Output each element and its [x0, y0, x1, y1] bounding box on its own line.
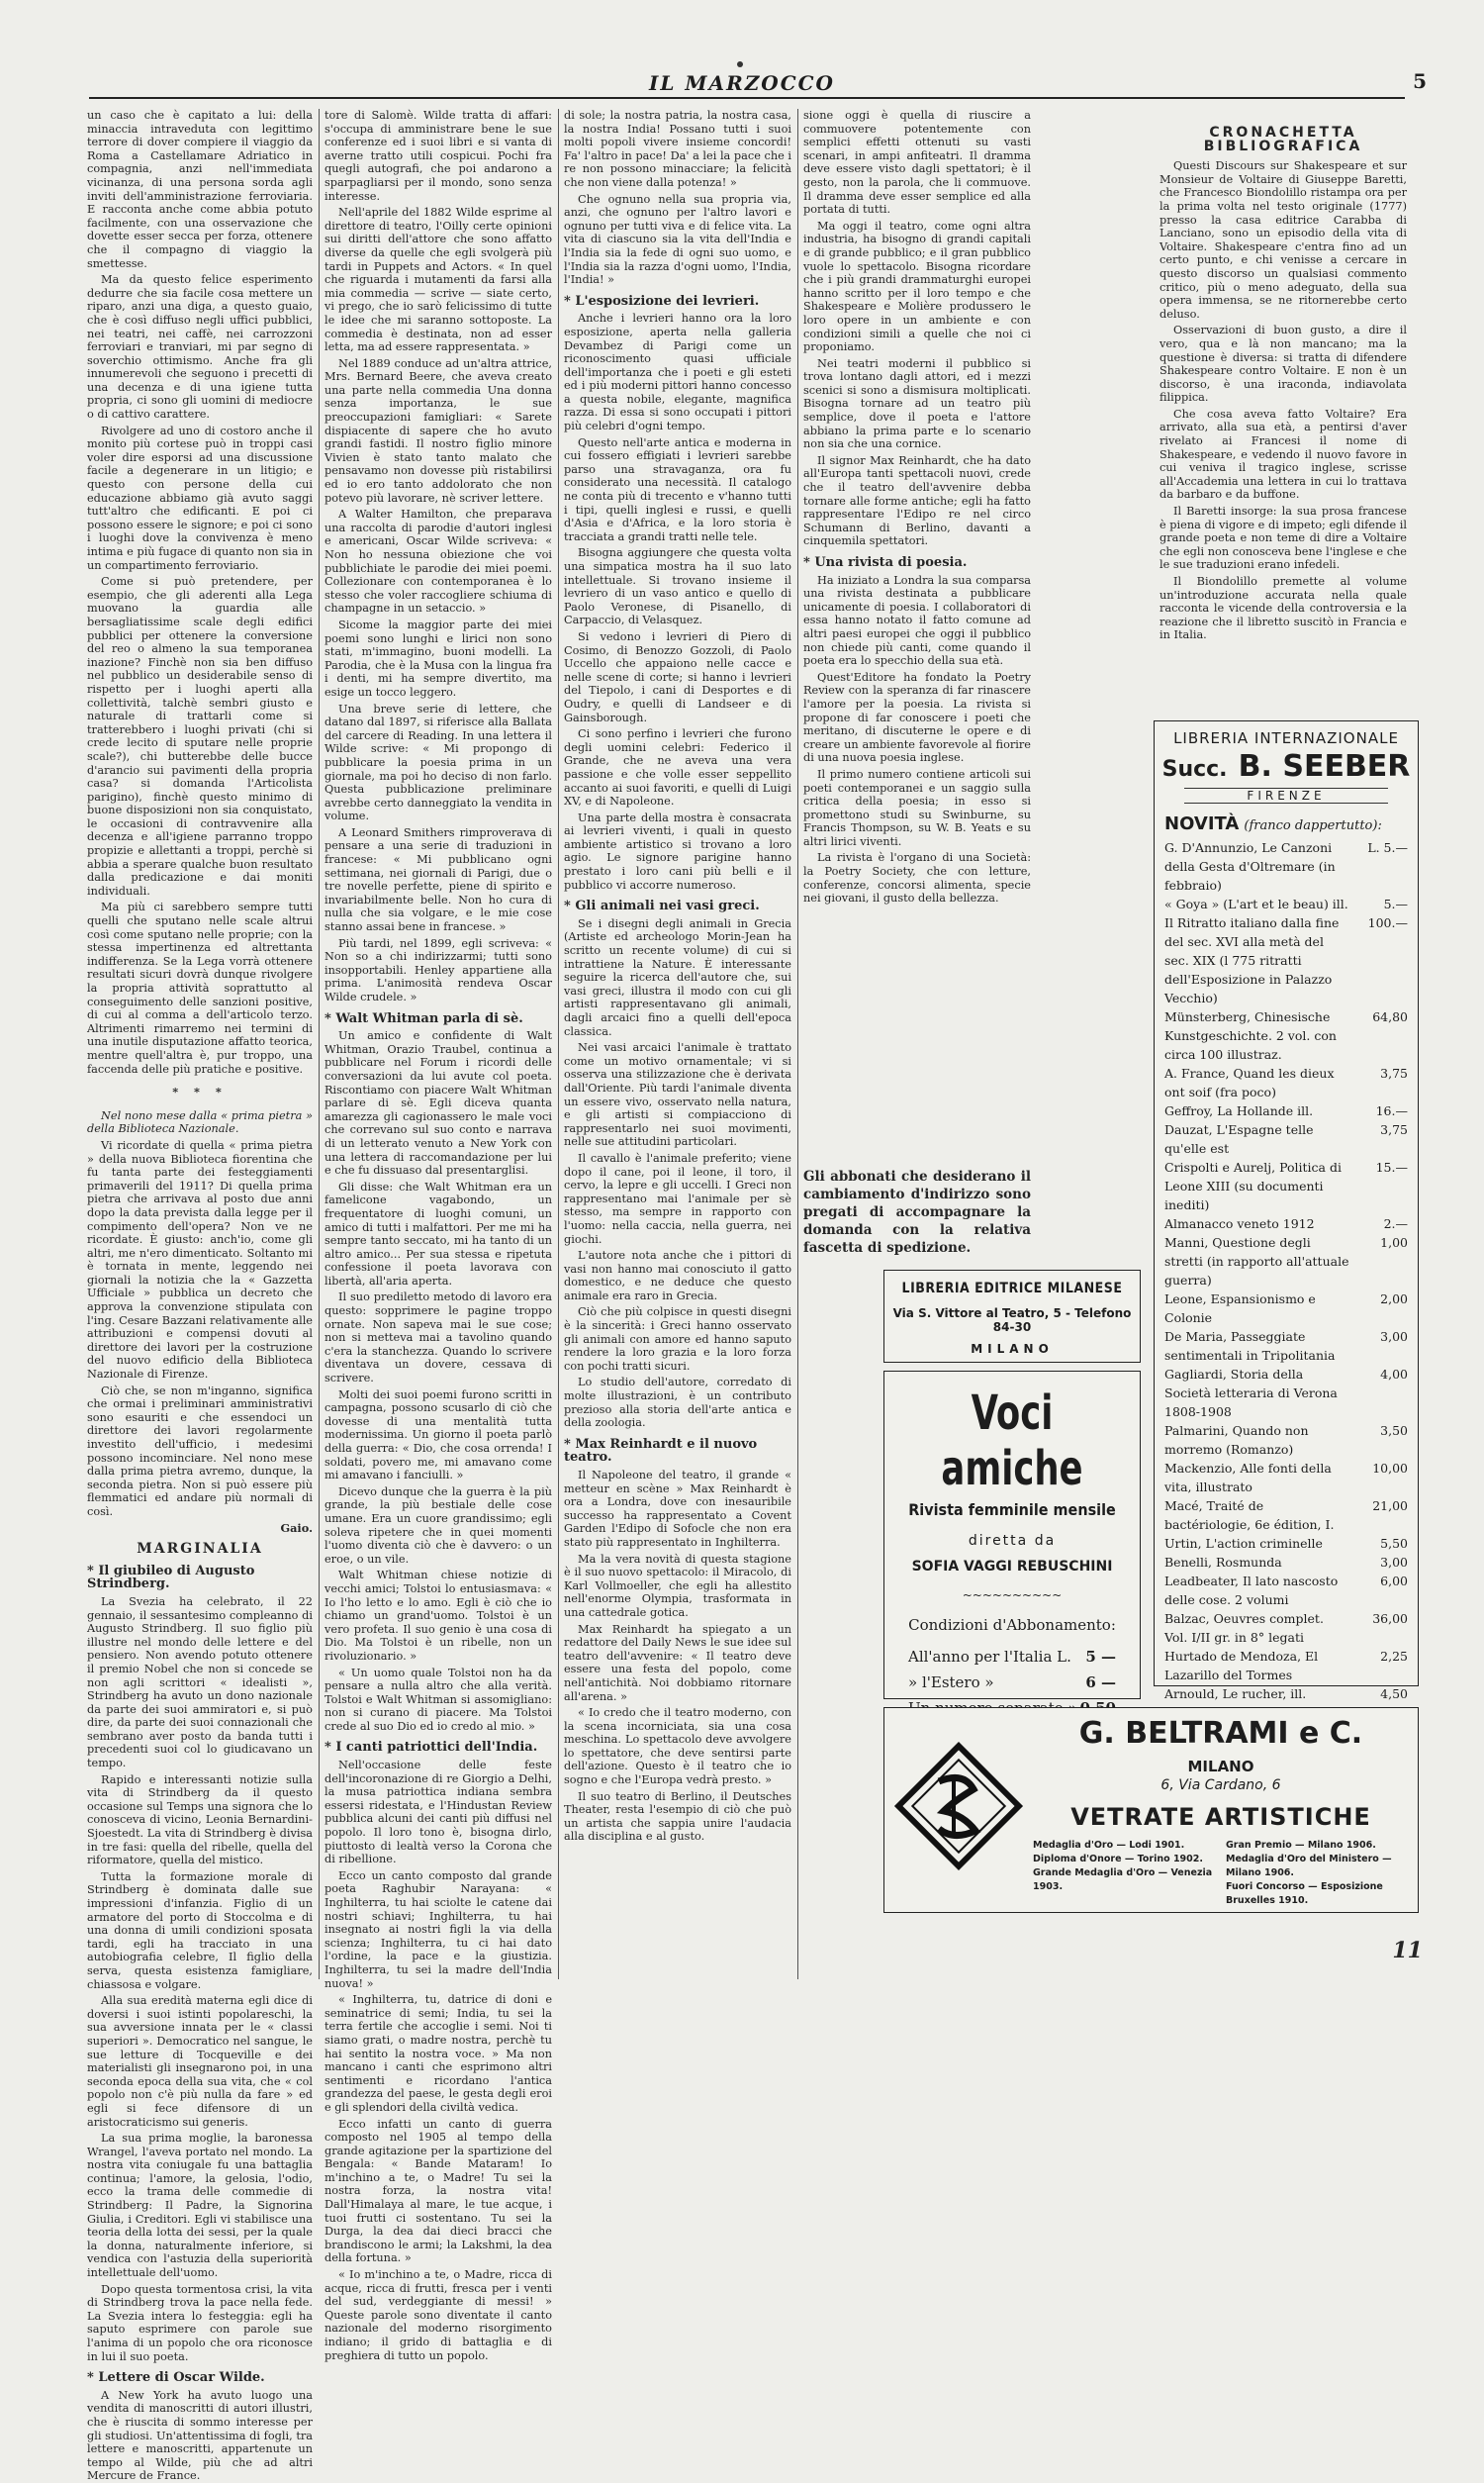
- paragraph: A Walter Hamilton, che preparava una raccolta di parodie d'autori inglesi e americani, Oscar Wilde scriveva: « Non ho nessuna obiezione che voi pubblichiate le parodie dei miei poemi. Collezionare con contemporanea è lo stesso che voler raccogliere schiuma di champagne in un setaccio. »: [325, 508, 552, 616]
- book-title: Leone, Espansionismo e Colonie: [1164, 1291, 1316, 1325]
- book-price: 2,25: [1380, 1649, 1408, 1664]
- paragraph: Ma oggi il teatro, come ogni altra industria, ha bisogno di grandi capitali e di grande pubblico; e il gran pubblico vuole lo spettacolo. Bisogna ricordare che i più grandi drammaturghi europei hanno scritto per il loro tempo e che Shakespeare e Molière produssero le loro opere in un ambiente e con condizioni simili a quelle che noi ci proponiamo.: [803, 219, 1031, 354]
- book-price: 64,80: [1372, 1009, 1408, 1024]
- column-rule: [797, 109, 798, 1979]
- paragraph: Dopo questa tormentosa crisi, la vita di Strindberg trova la pace nella fede. La Svezia intera lo festeggia: egli ha saputo esprimere con parole sue l'anima di un popolo che ora riconosce in lui il suo poeta.: [87, 2282, 313, 2363]
- paragraph: Il Baretti insorge: la sua prosa francese è piena di vigore e di impeto; egli difende il grande poeta e non teme di dire a Voltaire che egli non conosceva bene l'inglese e che le sue traduzioni erano infedeli.: [1159, 505, 1407, 572]
- book-row: [1164, 1496, 1408, 1534]
- paragraph: Se i disegni degli animali in Grecia (Artiste ed archeologo Morin-Jean ha scritto un recente volume) di cui si intrattiene la Nature. È interessante seguire la ricerca dell'autore che, sui vasi greci, illustra il modo con cui gli artisti rappresentavano gli animali, dagli arcaici fino a quelli dell'epoca classica.: [564, 916, 791, 1038]
- paragraph: Osservazioni di buon gusto, a dire il vero, qua e là non mancano; ma la questione è diversa: si tratta di difendere Shakespeare contro Voltaire. E non è un discorso, è una iraconda, indiavolata filippica.: [1159, 324, 1407, 405]
- book-price: 10,00: [1372, 1461, 1408, 1476]
- milanese-ad-name: LIBRERIA EDITRICE MILANESE: [901, 1281, 1123, 1296]
- paragraph: Nell'aprile del 1882 Wilde esprime al direttore di teatro, l'Oilly certe opinioni sui diritti dell'attore che sono affatto diverse da quelle che egli svolgerà più tardi in Puppets and Actors. « In quel che riguarda i mutamenti da farsi alla mia commedia — scrive — siate certo, vi prego, che io sarò felicissimo di tutte le idee che mi saranno sottoposte. La commedia è destinata, non ad esser letta, ma ad essere rappresentata. »: [325, 206, 552, 354]
- paragraph: Nei teatri moderni il pubblico si trova lontano dagli attori, ed i mezzi scenici si sono a dismisura moltiplicati. Bisogna tornare ad un teatro più semplice, dove il poeta e l'attore abbiano la prima parte e lo scenario non sia che una cornice.: [803, 356, 1031, 451]
- book-title: Benelli, Rosmunda: [1164, 1555, 1282, 1570]
- book-title: Hurtado de Mendoza, El Lazarillo del Tormes: [1164, 1649, 1319, 1682]
- paragraph: Ma la vera novità di questa stagione è il suo nuovo spettacolo: il Miracolo, di Karl Vollmoeller, che egli ha allestito nell'enorme Olympia, trasformata in una cattedrale gotica.: [564, 1552, 791, 1619]
- book-row: [1164, 1120, 1408, 1158]
- award: Diploma d'Onore — Torino 1902.: [1033, 1854, 1203, 1864]
- book-price: 3,00: [1380, 1555, 1408, 1570]
- section-separator: * * *: [172, 1085, 228, 1099]
- book-price: 3,75: [1380, 1066, 1408, 1081]
- paragraph: Il primo numero contiene articoli sui poeti contemporanei e un saggio sulla critica della poesia; in esso si promettono studi su Swinburne, su Francis Thompson, su W. B. Yeats e su altri lirici viventi.: [803, 767, 1031, 848]
- paragraph: Si vedono i levrieri di Piero di Cosimo, di Benozzo Gozzoli, di Paolo Uccello che appaiono nelle cacce e nelle scene di corte; si hanno i levrieri del Tiepolo, i cani di Desportes e di Oudry, e quelli di Landseer e di Gainsborough.: [564, 629, 791, 724]
- paragraph: Ma più ci sarebbero sempre tutti quelli che sputano nelle scale altrui così come sputano nelle proprie; con la stessa impertinenza ed altrettanta indifferenza. Se la Lega vorrà ottenere resultati sicuri dovrà dunque rivolgere la propria attività soprattutto al conseguimento delle sanzioni positive, di cui al comma a dell'articolo terzo. Altrimenti rimarremo nei termini di una inutile disputazione affatto teorica, mentre quell'altra è, pur troppo, una faccenda delle più pratiche e positive.: [87, 901, 313, 1076]
- voci-amiche-director: SOFIA VAGGI REBUSCHINI: [911, 1559, 1113, 1575]
- book-price: L. 5.—: [1367, 840, 1408, 855]
- beltrami-awards-left: [1033, 1839, 1221, 1894]
- paragraph: A New York ha avuto luogo una vendita di manoscritti di autori illustri, che è riuscita di sommo interesse per gli studiosi. Un'attentissima di fogli, tra lettere e manoscritti, appartenute un tempo al Wilde, più che ad altri Mercure de France.: [87, 2388, 313, 2483]
- book-title: Macé, Traité de bactériologie, 6e édition, I.: [1164, 1498, 1335, 1532]
- book-title: Dauzat, L'Espagne telle qu'elle est: [1164, 1122, 1314, 1156]
- paragraph: Questo nell'arte antica e moderna in cui fossero effigiati i levrieri sarebbe parso una stravaganza, ora fu considerato una necessità. Il catalogo ne conta più di trecento e v'hanno tutti i tipi, quelli inglesi e russi, e quelli d'Asia e d'Africa, e la loro storia è tracciata a grandi tratti nelle tele.: [564, 435, 791, 543]
- book-row: [1164, 1459, 1408, 1496]
- notice-text: Gli abbonati che desiderano il cambiamento d'indirizzo sono pregati di accompagnare la domanda con la relativa fascetta di spedizione.: [803, 1169, 1031, 1256]
- corner-number: 11: [1392, 1938, 1423, 1963]
- paragraph: Max Reinhardt ha spiegato a un redattore del Daily News le sue idee sul teatro dell'avvenire: « Il teatro deve essere una festa del popolo, come nell'antichità. Noi dobbiamo ritornare all'arena. »: [564, 1622, 791, 1703]
- paragraph: Nell'occasione delle feste dell'incoronazione di re Giorgio a Delhi, la musa patriottica indiana sembra essersi ridestata, e l'Hindustan Review pubblica alcuni dei canti più diffusi nel popolo. Il loro tono è, bisogna dirlo, piuttosto di lealtà verso la Corona che di ribellione.: [325, 1759, 552, 1866]
- book-title: Gagliardi, Storia della Società letteraria di Verona 1808-1908: [1164, 1367, 1338, 1419]
- paragraph: Nel 1889 conduce ad un'altra attrice, Mrs. Bernard Beere, che aveva creato una parte nella commedia Una donna senza importanza, le sue preoccupazioni famigliari: « Sarete dispiacente di sapere che ho avuto grandi fastidi. Il nostro figlio minore Vivien è stato tanto malato che pensavamo non dovesse più ristabilirsi ed io ero tanto addolorato che non potevo più lavorare, nè scriver lettere.: [325, 356, 552, 505]
- book-row: [1164, 1327, 1408, 1365]
- article-india-title: * I canti patriottici dell'India.: [325, 1740, 538, 1756]
- paragraph: Sicome la maggior parte dei miei poemi sono lunghi e lirici non sono stati, m'immagino, buoni modelli. La Parodia, che è la Musa con la lingua fra i denti, mi ha sempre divertito, ma esige un tocco leggero.: [325, 618, 552, 699]
- book-row: [1164, 1158, 1408, 1214]
- book-price: 3,50: [1380, 1423, 1408, 1438]
- paragraph: Ciò che più colpisce in questi disegni è la sincerità: i Greci hanno osservato gli animali con amore ed hanno saputo rendere la loro grazia e la loro forza con pochi tratti sicuri.: [564, 1305, 791, 1373]
- paragraph: Che cosa aveva fatto Voltaire? Era arrivato, alla sua età, a pentirsi d'aver rivelato ai Francesi il nome di Shakespeare, e vedendo il nuovo favore in cui veniva il tragico inglese, scrisse all'Accademia una lettera in cui lo trattava da barbaro e da buffone.: [1159, 407, 1407, 502]
- article-reinhardt-title: * Max Reinhardt e il nuovo teatro.: [564, 1436, 758, 1466]
- book-title: Il Ritratto italiano dalla fine del sec. XVI alla metà del sec. XIX (l 775 ritratti dell'Esposizione in Palazzo Vecchio): [1164, 915, 1340, 1005]
- book-price: 2.—: [1383, 1216, 1408, 1231]
- beltrami-name: G. BELTRAMI e C.: [1078, 1716, 1363, 1751]
- paragraph: Come si può pretendere, per esempio, che gli aderenti alla Lega muovano la guardia alle bersagliatissime scale degli edifici pubblici per ottenere la conversione del reo o almeno la sua temporanea inazione? Finchè non sia ben diffuso nel pubblico un desiderabile senso di rispetto per i luoghi aperti alla collettività, talchè sembri giusto e naturale di trattarli come si tratterebbero i luoghi privati (chi si crede lecito di sputare nelle proprie scale?), chi butterebbe delle bucce d'arancio sui pavimenti della propria casa? si domanda l'Articolista parigino), finchè questo minimo di buone disposizioni non sia conquistato, le occasioni di contravvenire alla decenza e all'igiene parranno troppo propizie e allettanti a troppi, perchè si abbia a sperare qualche buon resultato dalla predicazione e dai moniti individuali.: [87, 575, 313, 898]
- book-title: Balzac, Oeuvres complet. Vol. I/II gr. in 8° legati: [1164, 1611, 1324, 1645]
- book-price: 4,50: [1380, 1686, 1408, 1701]
- column-5: [1159, 109, 1407, 703]
- column-3: [564, 109, 791, 1979]
- beltrami-product: VETRATE ARTISTICHE: [1070, 1803, 1371, 1831]
- paragraph: La rivista è l'organo di una Società: la Poetry Society, che con letture, conferenze, concorsi alimenta, specie nei giovani, il gusto della bellezza.: [803, 851, 1031, 906]
- book-title: Almanacco veneto 1912: [1164, 1216, 1315, 1231]
- paragraph: Lo studio dell'autore, corredato di molte illustrazioni, è un contributo prezioso alla storia dell'arte antica e della zoologia.: [564, 1376, 791, 1430]
- paragraph: « Io m'inchino a te, o Madre, ricca di acque, ricca di frutti, fresca per i venti del sud, verdeggiante di messi! » Queste parole sono diventate il canto nazionale del moderno risorgimento indiano; il grido di battaglia e di preghiera di tutto un popolo.: [325, 2268, 552, 2362]
- subscription-label: All'anno per l'Italia L.: [908, 1648, 1071, 1666]
- paragraph: Quest'Editore ha fondato la Poetry Review con la speranza di far rinascere l'amore per la poesia. La rivista si propone di far conoscere i poeti che meritano, di discuterne le opere e di creare un ambiente favorevole al fiorire di una nuova poesia inglese.: [803, 670, 1031, 765]
- paragraph: Il suo teatro di Berlino, il Deutsches Theater, resta l'esempio di ciò che può un artista che sappia unire l'audacia alla disciplina e al gusto.: [564, 1789, 791, 1844]
- paragraph: Ma da questo felice esperimento dedurre che sia facile cosa mettere un riparo, anzi una diga, a questo guaio, che è così diffuso negli uffici pubblici, nei teatri, nei caffè, nei carrozzoni ferroviari e tranviari, mi par segno di soverchio ottimismo. Anche fra gli innumerevoli che seguono i precetti di una decenza e di una igiene tutta propria, ci sono gli uomini di mediocre o di cattivo carattere.: [87, 273, 313, 422]
- book-title: Urtin, L'action criminelle: [1164, 1536, 1323, 1551]
- paragraph: Molti dei suoi poemi furono scritti in campagna, possono scusarlo di ciò che dovesse di una mentalità tutta modernissima. Un giorno il poeta parlò della guerra: « Dio, che cosa orrenda! I soldati, povero me, mi amavano come mi amavano i fanciulli. »: [325, 1387, 552, 1482]
- paragraph: Tutta la formazione morale di Strindberg è dominata dalle sue impressioni d'infanzia. Figlio di un armatore del porto di Stoccolma e di una donna di umili condizioni sposata tardi, egli ha tracciato in una autobiografia celebre, Il figlio della serva, questa esistenza famigliare, chiassosa e volgare.: [87, 1869, 313, 1991]
- book-title: Palmarini, Quando non morremo (Romanzo): [1164, 1423, 1309, 1457]
- book-price: 3,00: [1380, 1329, 1408, 1344]
- top-dot: [737, 61, 743, 67]
- book-price: 5.—: [1383, 897, 1408, 911]
- paragraph: « Un uomo quale Tolstoi non ha da pensare a nulla altro che alla verità. Tolstoi e Walt Whitman si assomigliano: non si curano di piacere. Ma Tolstoi crede al suo Dio ed io credo al mio. »: [325, 1666, 552, 1733]
- article-poetry-review-title: * Una rivista di poesia.: [803, 555, 968, 570]
- award: Medaglia d'Oro del Ministero — Milano 1906.: [1226, 1854, 1392, 1878]
- award: Fuori Concorso — Esposizione Bruxelles 1910.: [1226, 1881, 1383, 1906]
- voci-amiche-directed: diretta da: [968, 1533, 1057, 1549]
- paragraph: Ciò che, se non m'inganno, significa che ormai i preliminari amministrativi sono esauriti e che essendoci un direttore dei lavori regolarmente investito dell'ufficio, i medesimi possono incominciare. Nel nono mese dalla prima pietra avremo, dunque, la seconda pietra. Non si può essere più flemmatici ed andare più normali di così.: [87, 1384, 313, 1518]
- article-greek-vases-title: * Gli animali nei vasi greci.: [564, 899, 760, 914]
- paragraph: Nei vasi arcaici l'animale è trattato come un motivo ornamentale; vi si osserva una stilizzazione che è derivata dall'Oriente. Più tardi l'animale diventa un essere vivo, osservato nella natura, e gli artisti si compiacciono di rappresentarlo nei suoi movimenti, nelle sue attitudini particolari.: [564, 1041, 791, 1149]
- book-row: [1164, 1365, 1408, 1421]
- book-price: 4,00: [1380, 1367, 1408, 1382]
- subscription-row: [908, 1670, 1116, 1695]
- paragraph: Ci sono perfino i levrieri che furono degli uomini celebri: Federico il Grande, che ne aveva una vera passione e che volle esser seppellito accanto ai suoi favoriti, e quelli di Luigi XV, e di Napoleone.: [564, 727, 791, 809]
- book-row: [1164, 1684, 1408, 1703]
- beltrami-logo: [894, 1742, 1023, 1870]
- book-price: 21,00: [1372, 1498, 1408, 1513]
- book-price: 100.—: [1367, 915, 1408, 930]
- subscriber-notice: [803, 1168, 1031, 1262]
- paragraph: « Io credo che il teatro moderno, con la scena incorniciata, sia una cosa meschina. Lo spettacolo deve avvolgere lo spettatore, che deve sentirsi parte dell'azione. Questo è il teatro che io sogno e che l'Europa vedrà presto. »: [564, 1706, 791, 1787]
- seeber-succ: Succ.: [1161, 757, 1228, 782]
- column-rule: [558, 109, 559, 1979]
- book-title: A. France, Quand les dieux ont soif (fra poco): [1164, 1066, 1335, 1099]
- paragraph: Walt Whitman chiese notizie di vecchi amici; Tolstoi lo entusiasmava: « Io l'ho letto e lo amo. Egli è ciò che io chiamo un grand'uomo. Tolstoi è un vero profeta. Il suo genio è una cosa di Dio. Ma Tolstoi è un ribelle, non un rivoluzionario. »: [325, 1569, 552, 1663]
- paragraph: Il cavallo è l'animale preferito; viene dopo il cane, poi il leone, il toro, il cervo, la lepre e gli uccelli. I Greci non rappresentano mai l'animale per sè stesso, ma sempre in rapporto con l'uomo: nella caccia, nella guerra, nei giochi.: [564, 1151, 791, 1246]
- voci-amiche-title: Voci amiche: [941, 1385, 1083, 1496]
- book-price: 16.—: [1375, 1103, 1408, 1118]
- award: Grande Medaglia d'Oro — Venezia 1903.: [1033, 1867, 1213, 1892]
- masthead: IL MARZOCCO: [649, 71, 835, 95]
- column-2: [325, 109, 552, 2362]
- award: Medaglia d'Oro — Lodi 1901.: [1033, 1840, 1185, 1851]
- decorative-divider: ~~~~~~~~~~: [962, 1588, 1063, 1602]
- book-row: [1164, 1609, 1408, 1647]
- paragraph: L'autore nota anche che i pittori di vasi non hanno mai conosciuto il gatto domestico, e ne deduce che questo animale era raro in Grecia.: [564, 1249, 791, 1302]
- milanese-ad: [883, 1270, 1141, 1363]
- milanese-ad-city: MILANO: [971, 1342, 1054, 1356]
- beltrami-ad: [883, 1707, 1419, 1913]
- milanese-ad-address: Via S. Vittore al Teatro, 5 - Telefono 84-30: [892, 1306, 1132, 1334]
- voci-amiche-subtitle: Rivista femminile mensile: [908, 1500, 1116, 1519]
- subscription-row: [908, 1644, 1116, 1670]
- paragraph: Vi ricordate di quella « prima pietra » della nuova Biblioteca fiorentina che fu tanta parte dei festeggiamenti primaverili del 1911? Di quella prima pietra che arrivava al posto due anni dopo la data prevista dalla legge per il compimento dell'opera? Non ve ne ricordate. È giusto: anch'io, come gli altri, me n'ero dimenticato. Soltanto mi è tornata in mente, leggendo nei giornali la notizia che la « Gazzetta Ufficiale » pubblica un decreto che approva la convenzione stipulata con l'ing. Cesare Bazzani relativamente alle attribuzioni e compensi dovuti al direttore dei lavori per la costruzione del nuovo edificio della Biblioteca Nazionale di Firenze.: [87, 1138, 313, 1382]
- book-title: Mackenzio, Alle fonti della vita, illustrato: [1164, 1461, 1332, 1494]
- article-whitman-title: * Walt Whitman parla di sè.: [325, 1010, 523, 1026]
- paragraph: Alla sua eredità materna egli dice di doversi i suoi istinti popolareschi, la sua avversione innata per le « classi superiori ». Democratico nel sangue, le sue letture di Tocqueville e dei materialisti gli insegnarono poi, in una seconda epoca della sua vita, che « col popolo non c'è più nulla da fare » ed egli si fece difensore di un aristocraticismo sui generis.: [87, 1994, 313, 2129]
- paragraph: La Svezia ha celebrato, il 22 gennaio, il sessantesimo compleanno di Augusto Strindberg. Il suo figlio più illustre nel mondo delle lettere e del pensiero. Non avendo potuto ottenere il premio Nobel che non si concede se non agli scrittori « idealisti », Strindberg ha avuto un dono nazionale da parte dei suoi ammiratori e, si può dire, da parte dei suoi connazionali che sembrano aver posto da banda tutti i precedenti suoi col lo giudicavano un tempo.: [87, 1594, 313, 1770]
- book-price: 2,00: [1380, 1291, 1408, 1306]
- book-row: [1164, 913, 1408, 1007]
- beltrami-address: 6, Via Cardano, 6: [1160, 1777, 1281, 1793]
- book-title: Münsterberg, Chinesische Kunstgeschichte. 2 vol. con circa 100 illustraz.: [1164, 1009, 1337, 1062]
- book-price: 5,50: [1380, 1536, 1408, 1551]
- seeber-city: FIRENZE: [1184, 788, 1388, 804]
- header-rule: [89, 97, 1405, 99]
- book-row: [1164, 1534, 1408, 1553]
- book-row: [1164, 1007, 1408, 1064]
- paragraph: Il signor Max Reinhardt, che ha dato all'Europa tanti spettacoli nuovi, crede che il teatro dell'avvenire debba tornare alle forme antiche; egli ha fatto rappresentare l'Edipo re nel circo Schumann di Berlino, davanti a cinquemila spettatori.: [803, 453, 1031, 548]
- book-row: [1164, 1421, 1408, 1459]
- paragraph: Il Biondolillo premette al volume un'introduzione accurata nella quale racconta le vicende della controversia e la reazione che il libretto suscitò in Francia e in Italia.: [1159, 575, 1407, 642]
- award: Gran Premio — Milano 1906.: [1226, 1840, 1376, 1851]
- paragraph: Ecco infatti un canto di guerra composto nel 1905 al tempo della grande agitazione per la spartizione del Bengala: « Bande Mataram! Io m'inchino a te, o Madre! Tu sei la nostra forza, la nostra vita! Dall'Himalaya al mare, le tue acque, i tuoi frutti ci sostentano. Tu sei la Durga, la dea dai dieci bracci che brandiscono le armi; la Lakshmi, la dea della fortuna. »: [325, 2117, 552, 2265]
- seeber-name-row: [1155, 749, 1418, 784]
- book-title: Manni, Questione degli stretti (in rapporto all'attuale guerra): [1164, 1235, 1349, 1288]
- seeber-name: B. SEEBER: [1238, 749, 1411, 784]
- signature: Gaio.: [280, 1520, 313, 1535]
- book-row: [1164, 1101, 1408, 1120]
- paragraph: Ecco un canto composto dal grande poeta Raghubir Narayana: « Inghilterra, tu hai sciolte le catene dai nostri schiavi; Inghilterra, tu hai insegnato ai nostri figli la via della scienza; Inghilterra, tu ci hai dato l'ordine, la pace e la giustizia. Inghilterra, tu sei la madre dell'India nuova! »: [325, 1868, 552, 1990]
- column-1: [87, 109, 313, 2483]
- book-row: [1164, 1289, 1408, 1327]
- book-row: [1164, 1647, 1408, 1684]
- column-4: [803, 109, 1031, 1158]
- seeber-ad: [1154, 720, 1419, 1701]
- subscription-label: » l'Estero »: [908, 1673, 994, 1691]
- book-row: [1164, 1572, 1408, 1609]
- book-row: [1164, 895, 1408, 913]
- book-price: 36,00: [1372, 1611, 1408, 1626]
- book-price: 15.—: [1375, 1160, 1408, 1175]
- book-row: [1164, 1214, 1408, 1233]
- seeber-novita-note: (franco dappertutto):: [1244, 818, 1382, 833]
- bibliography-heading: CRONACHETTA BIBLIOGRAFICA: [1203, 125, 1363, 154]
- book-row: [1164, 1553, 1408, 1572]
- beltrami-awards-right: [1226, 1839, 1409, 1908]
- paragraph: di sole; la nostra patria, la nostra casa, la nostra India! Possano tutti i suoi molti popoli vivere insieme concordi! Fa' l'altro in pace! Da' a lei la pace che i re non possono minacciare; la felicità che non viene dalla potenza! »: [564, 109, 791, 189]
- marginalia-heading: MARGINALIA: [137, 1541, 263, 1558]
- paragraph: Un amico e confidente di Walt Whitman, Orazio Traubel, continua a pubblicare nel Forum i ricordi delle conversazioni da lui avute col poeta. Riscontiamo con piacere Walt Whitman parlare di sè. Egli diceva quanta amarezza gli cagionassero le male voci che correvano sul suo conto e narrava di un letterato venuto a New York con una lettera di raccomandazione per lui e che fu dissuaso dal presentarglisi.: [325, 1029, 552, 1178]
- voci-amiche-conditions: Condizioni d'Abbonamento:: [908, 1616, 1116, 1634]
- paragraph: A Leonard Smithers rimproverava di pensare a una serie di traduzioni in francese: « Mi pubblicano ogni settimana, nei giornali di Parigi, due o tre novelle perfette, piene di spirito e invariabilmente belle. Non ho cura di nulla che sia volgare, e le mie cose stanno assai bene in francese. »: [325, 825, 552, 934]
- book-title: Arnould, Le rucher, ill.: [1164, 1686, 1307, 1701]
- paragraph: Il suo prediletto metodo di lavoro era questo: sopprimere le pagine troppo ornate. Non sapeva mai le sue cose; non si metteva mai a tavolino quando c'era la stanchezza. Quando lo scrivere diventava un dovere, cessava di scrivere.: [325, 1290, 552, 1385]
- seeber-novita: NOVITÀ: [1164, 813, 1240, 834]
- paragraph: Rapido e interessanti notizie sulla vita di Strindberg da il questo occasione sul Temps una signora che lo conosceva di vicino, Leonia Bernardini-Sjoestedt. La vita di Strindberg è divisa in tre fasi: quella del ribelle, quella del riformatore, quella del mistico.: [87, 1772, 313, 1867]
- book-price: 6,00: [1380, 1574, 1408, 1588]
- column-rule: [319, 109, 320, 1979]
- article-greyhounds-title: * L'esposizione dei levrieri.: [564, 293, 760, 309]
- voci-amiche-ad: [883, 1371, 1141, 1699]
- article-library-subtitle: Nel nono mese dalla « prima pietra » della Biblioteca Nazionale.: [87, 1108, 313, 1136]
- book-title: G. D'Annunzio, Le Canzoni della Gesta d'Oltremare (in febbraio): [1164, 840, 1336, 893]
- subscription-price: 5 —: [1085, 1648, 1116, 1666]
- article-spitting-body: [87, 109, 313, 1076]
- paragraph: Dicevo dunque che la guerra è la più grande, la più bestiale delle cose umane. Era un cuore grandissimo; egli soleva ripetere che in quei momenti l'uomo diventa ciò che è davvero: o un eroe, o un vile.: [325, 1484, 552, 1566]
- paragraph: « Inghilterra, tu, datrice di doni e seminatrice di semi; India, tu sei la terra fertile che accoglie i semi. Noi ti siamo grati, o madre nostra, perchè tu hai sentito la nostra voce. » Ma non mancano i canti che esprimono altri sentimenti e ricordano l'antica grandezza del paese, le gesta degli eroi e gli splendori della civiltà vedica.: [325, 1993, 552, 2114]
- book-row: [1164, 1233, 1408, 1289]
- beltrami-monogram-icon: [894, 1742, 1023, 1870]
- book-price: 1,00: [1380, 1235, 1408, 1250]
- seeber-book-list: [1164, 838, 1408, 1703]
- paragraph: Gli disse: che Walt Whitman era un famelicone vagabondo, un frequentatore di luoghi comuni, un amico di tutti i malfattori. Per me mi ha sempre tanto seccato, mi ha tanto di un altro amico... Per sua stessa e ripetuta confessione il poeta lavorava con libertà, all'aria aperta.: [325, 1180, 552, 1288]
- paragraph: Rivolgere ad uno di costoro anche il monito più cortese può in troppi casi voler dire esporsi ad una discussione facile a degenerare in un litigio; e questo con persone della cui educazione abbiamo già avuto saggi tutt'altro che edificanti. E poi ci possono essere le signore; e poi ci sono i luoghi dove la convivenza è meno intima e più fugace di quanto non sia in un compartimento ferroviario.: [87, 424, 313, 572]
- paragraph: La sua prima moglie, la baronessa Wrangel, l'aveva portato nel mondo. La nostra vita coniugale fu una battaglia continua; l'amore, la gelosia, l'odio, ecco la trama delle commedie di Strindberg: Il Padre, la Signorina Giulia, i Creditori. Egli vi stabilisce una teoria della lotta dei sessi, per la quale la donna, naturalmente inferiore, si vendica con l'astuzia della superiorità intellettuale dell'uomo.: [87, 2132, 313, 2280]
- paragraph: Una parte della mostra è consacrata ai levrieri viventi, i quali in questo ambiente artistico si trovano a loro agio. Le signore parigine hanno prestato i loro cani più belli e il pubblico vi accorre numeroso.: [564, 811, 791, 892]
- beltrami-city: MILANO: [1187, 1758, 1254, 1775]
- paragraph: Una breve serie di lettere, che datano dal 1897, si riferisce alla Ballata del carcere di Reading. In una lettera il Wilde scrive: « Mi propongo di pubblicare la poesia prima in un giornale, ma poi ho deciso di non farlo. Questa pubblicazione preliminare avrebbe certo danneggiato la vendita in volume.: [325, 702, 552, 823]
- paragraph: Ha iniziato a Londra la sua comparsa una rivista destinata a pubblicare unicamente di poesia. I collaboratori di essa hanno notato il fatto comune ad altri paesi europei che oggi il pubblico non chiede più canti, come quando il poeta era lo specchio della sua età.: [803, 573, 1031, 668]
- book-title: Crispolti e Aurelj, Politica di Leone XIII (su documenti inediti): [1164, 1160, 1342, 1212]
- book-title: De Maria, Passeggiate sentimentali in Tripolitania: [1164, 1329, 1336, 1363]
- paragraph: Più tardi, nel 1899, egli scriveva: « Non so a chi indirizzarmi; tutti sono insopportabili. Henley appartiene alla prima. L'animosità rendeva Oscar Wilde crudele. »: [325, 936, 552, 1003]
- paragraph: tore di Salomè. Wilde tratta di affari: s'occupa di amministrare bene le sue conferenze ed i suoi libri e si vanta di averne tratto utili cospicui. Pochi fra quegli autografi, che poi andarono a sparpagliarsi per il mondo, sono senza interesse.: [325, 109, 552, 203]
- seeber-novita-row: [1164, 813, 1408, 834]
- paragraph: Che ognuno nella sua propria via, anzi, che ognuno per l'altro lavori e ognuno per tutti viva e di felice vita. La vita di ciascuno sia la vita dell'India e l'India sia la fede di ogni suo uomo, e l'India sia la razza d'ogni uomo, l'India, l'India! »: [564, 192, 791, 287]
- book-row: [1164, 1064, 1408, 1101]
- paragraph: Il Napoleone del teatro, il grande « metteur en scène » Max Reinhardt è ora a Londra, dove con inesauribile successo ha rappresentato a Covent Garden l'Edipo di Sofocle che non era stato più rappresentato in Inghilterra.: [564, 1469, 791, 1549]
- article-wilde-title: * Lettere di Oscar Wilde.: [87, 2370, 265, 2386]
- book-row: [1164, 838, 1408, 895]
- book-title: Geffroy, La Hollande ill.: [1164, 1103, 1314, 1118]
- paragraph: un caso che è capitato a lui: della minaccia intraveduta con legittimo terrore di dover compiere il viaggio da Roma a Castellamare Adriatico in compagnia, anzi nell'immediata vicinanza, di una persona sorda agli inviti dell'amministrazione ferroviaria. E racconta anche come abbia potuto facilmente, con una osservazione che dovette esser secca per forza, ottenere che il compagno di viaggio la smettesse.: [87, 109, 313, 270]
- book-title: Leadbeater, Il lato nascosto delle cose. 2 volumi: [1164, 1574, 1339, 1607]
- book-price: 3,75: [1380, 1122, 1408, 1137]
- paragraph: sione oggi è quella di riuscire a commuovere potentemente con semplici effetti ottenuti su vasti scenari, in ampi anfiteatri. Il dramma deve essere visto dagli spettatori; è il gesto, non la parola, che li commuove. Il dramma deve esser semplice ed alla portata di tutti.: [803, 109, 1031, 217]
- paragraph: Anche i levrieri hanno ora la loro esposizione, aperta nella galleria Devambez di Parigi come un riconoscimento quasi ufficiale dell'importanza che i poeti e gli esteti ed i più moderni pittori hanno concesso a questa nobile, elegante, magnifica razza. Di essa si sono occupati i pittori più celebri d'ogni tempo.: [564, 312, 791, 433]
- paragraph: Bisogna aggiungere che questa volta una simpatica mostra ha il suo lato intellettuale. Si trovano insieme il levriero di un vaso antico e quello di Paolo Veronese, di Pisanello, di Carpaccio, di Velasquez.: [564, 546, 791, 627]
- subscription-price: 6 —: [1085, 1673, 1116, 1691]
- paragraph: Questi Discours sur Shakespeare et sur Monsieur de Voltaire di Giuseppe Baretti, che Francesco Biondolillo ristampa ora per la prima volta nel testo originale (1777) presso la casa editrice Carabba di Lanciano, sono un episodio della vita di Voltaire. Shakespeare c'entra fino ad un certo punto, e chi venisse a cercare in questo discorso un qualsiasi commento critico, più o meno adeguato, della sua opera immensa, se ne ritornerebbe certo deluso.: [1159, 159, 1407, 321]
- book-title: « Goya » (L'art et le beau) ill.: [1164, 897, 1348, 911]
- page-number: 5: [1413, 69, 1427, 93]
- article-strindberg-title: * Il giubileo di Augusto Strindberg.: [87, 1563, 255, 1592]
- seeber-header: LIBRERIA INTERNAZIONALE: [1173, 729, 1399, 747]
